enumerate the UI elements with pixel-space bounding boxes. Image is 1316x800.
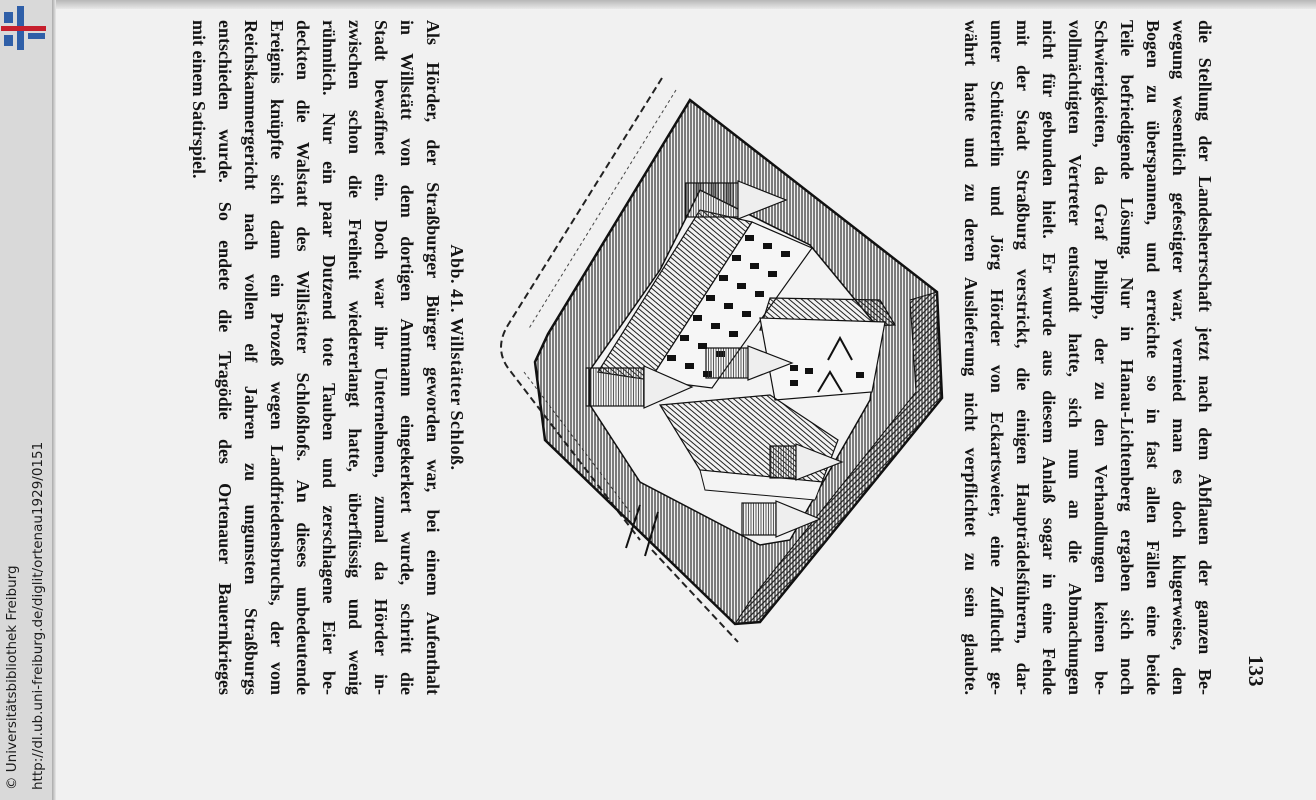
paragraph-2 [186, 20, 446, 695]
castle-window [680, 335, 689, 341]
castle-illustration [501, 78, 942, 642]
castle-window [790, 380, 798, 386]
text-line: Bogen zu überspannen, und erreichte so in fast allen Fällen eine beide [1143, 20, 1163, 695]
text-line: entschieden wurde. So endete die Tragödie des Ortenauer Bauernkrieges [215, 20, 235, 695]
castle-window [706, 295, 715, 301]
tower-body [706, 348, 748, 378]
scan-left-edge [52, 0, 56, 800]
text-line: Ereignis knüpfte sich dann ein Prozeß wegen Landfriedensbruchs, der vom [267, 20, 287, 695]
text-line: Als Hörder, der Straßburger Bürger geworden war, bei einem Aufenthalt [423, 20, 443, 695]
castle-window [768, 271, 777, 277]
text-line: Teile befriedigende Lösung. Nur in Hanau-Lichtenberg ergaben sich noch [1117, 20, 1137, 695]
castle-window [685, 363, 694, 369]
ub-freiburg-logo-icon [1, 6, 47, 50]
text-line: mit der Stadt Straßburg verstrickt, die einigen Haupträdelsführern, dar- [1013, 20, 1033, 695]
permalink-url: http://dl.ub.uni-freiburg.de/diglit/ortenau1929/0151 [30, 441, 46, 790]
castle-window [742, 311, 751, 317]
viewer-sidebar [0, 0, 52, 800]
text-line: rühmlich. Nur ein paar Dutzend tote Tauben und zerschlagene Eier be- [319, 20, 339, 695]
castle-window [856, 372, 864, 378]
castle-window [763, 243, 772, 249]
text-line: unter Schütterlin und Jörg Hörder von Eckartsweier, eine Zuflucht ge- [987, 20, 1007, 695]
castle-window [724, 303, 733, 309]
tower-body [770, 446, 796, 478]
castle-window [693, 315, 702, 321]
text-line: Reichskammergericht nach vollen elf Jahren zu ungunsten Straßburgs [241, 20, 261, 695]
castle-window [805, 368, 813, 374]
castle-window [781, 251, 790, 257]
scan-top-edge [53, 0, 1316, 9]
page-number: 133 [1244, 655, 1268, 687]
castle-window [790, 365, 798, 371]
castle-engraving-icon [480, 60, 960, 660]
tower-body [742, 503, 776, 535]
text-line: deckten die Walstatt des Willstätter Schloßhofs. An dieses unbedeutende [293, 20, 313, 695]
text-line: die Stellung der Landesherrschaft jetzt nach dem Abflauen der ganzen Be- [1195, 20, 1215, 695]
text-line: nicht für gebunden hielt. Er wurde aus diesem Anlaß sogar in eine Fehde [1039, 20, 1059, 695]
tower-body [586, 368, 644, 406]
castle-window [667, 355, 676, 361]
text-line: zwischen schon die Freiheit wiedererlangt hatte, überflüssig und wenig [345, 20, 365, 695]
text-line: Schwierigkeiten, da Graf Philipp, der zu den Verhandlungen keinen be- [1091, 20, 1111, 695]
text-line: in Willstätt von dem dortigen Amtmann eingekerkert wurde, schritt die [397, 20, 417, 695]
text-line: Stadt bewaffnet ein. Doch war ihr Unternehmen, zumal da Hörder in- [371, 20, 391, 695]
text-line: wegung wesentlich gefestigter war, vermied man es doch klugerweise, den [1169, 20, 1189, 695]
copyright-notice: © Universitätsbibliothek Freiburg [4, 565, 20, 790]
castle-window [711, 323, 720, 329]
castle-window [745, 235, 754, 241]
castle-window [755, 291, 764, 297]
castle-window [737, 283, 746, 289]
castle-window [732, 255, 741, 261]
castle-window [729, 331, 738, 337]
text-line: währt hatte und zu deren Auslieferung nicht verpflichtet zu sein glaubte. [961, 20, 981, 695]
paragraph-1 [958, 20, 1218, 695]
figure-caption: Abb. 41. Willstätter Schloß. [447, 244, 467, 471]
castle-window [750, 263, 759, 269]
text-line: mit einem Satirspiel. [189, 20, 209, 179]
castle-window [719, 275, 728, 281]
text-line: vollmächtigten Vertreter entsandt hatte, sich nun an die Abmachungen [1065, 20, 1085, 695]
tower-body [686, 183, 738, 217]
